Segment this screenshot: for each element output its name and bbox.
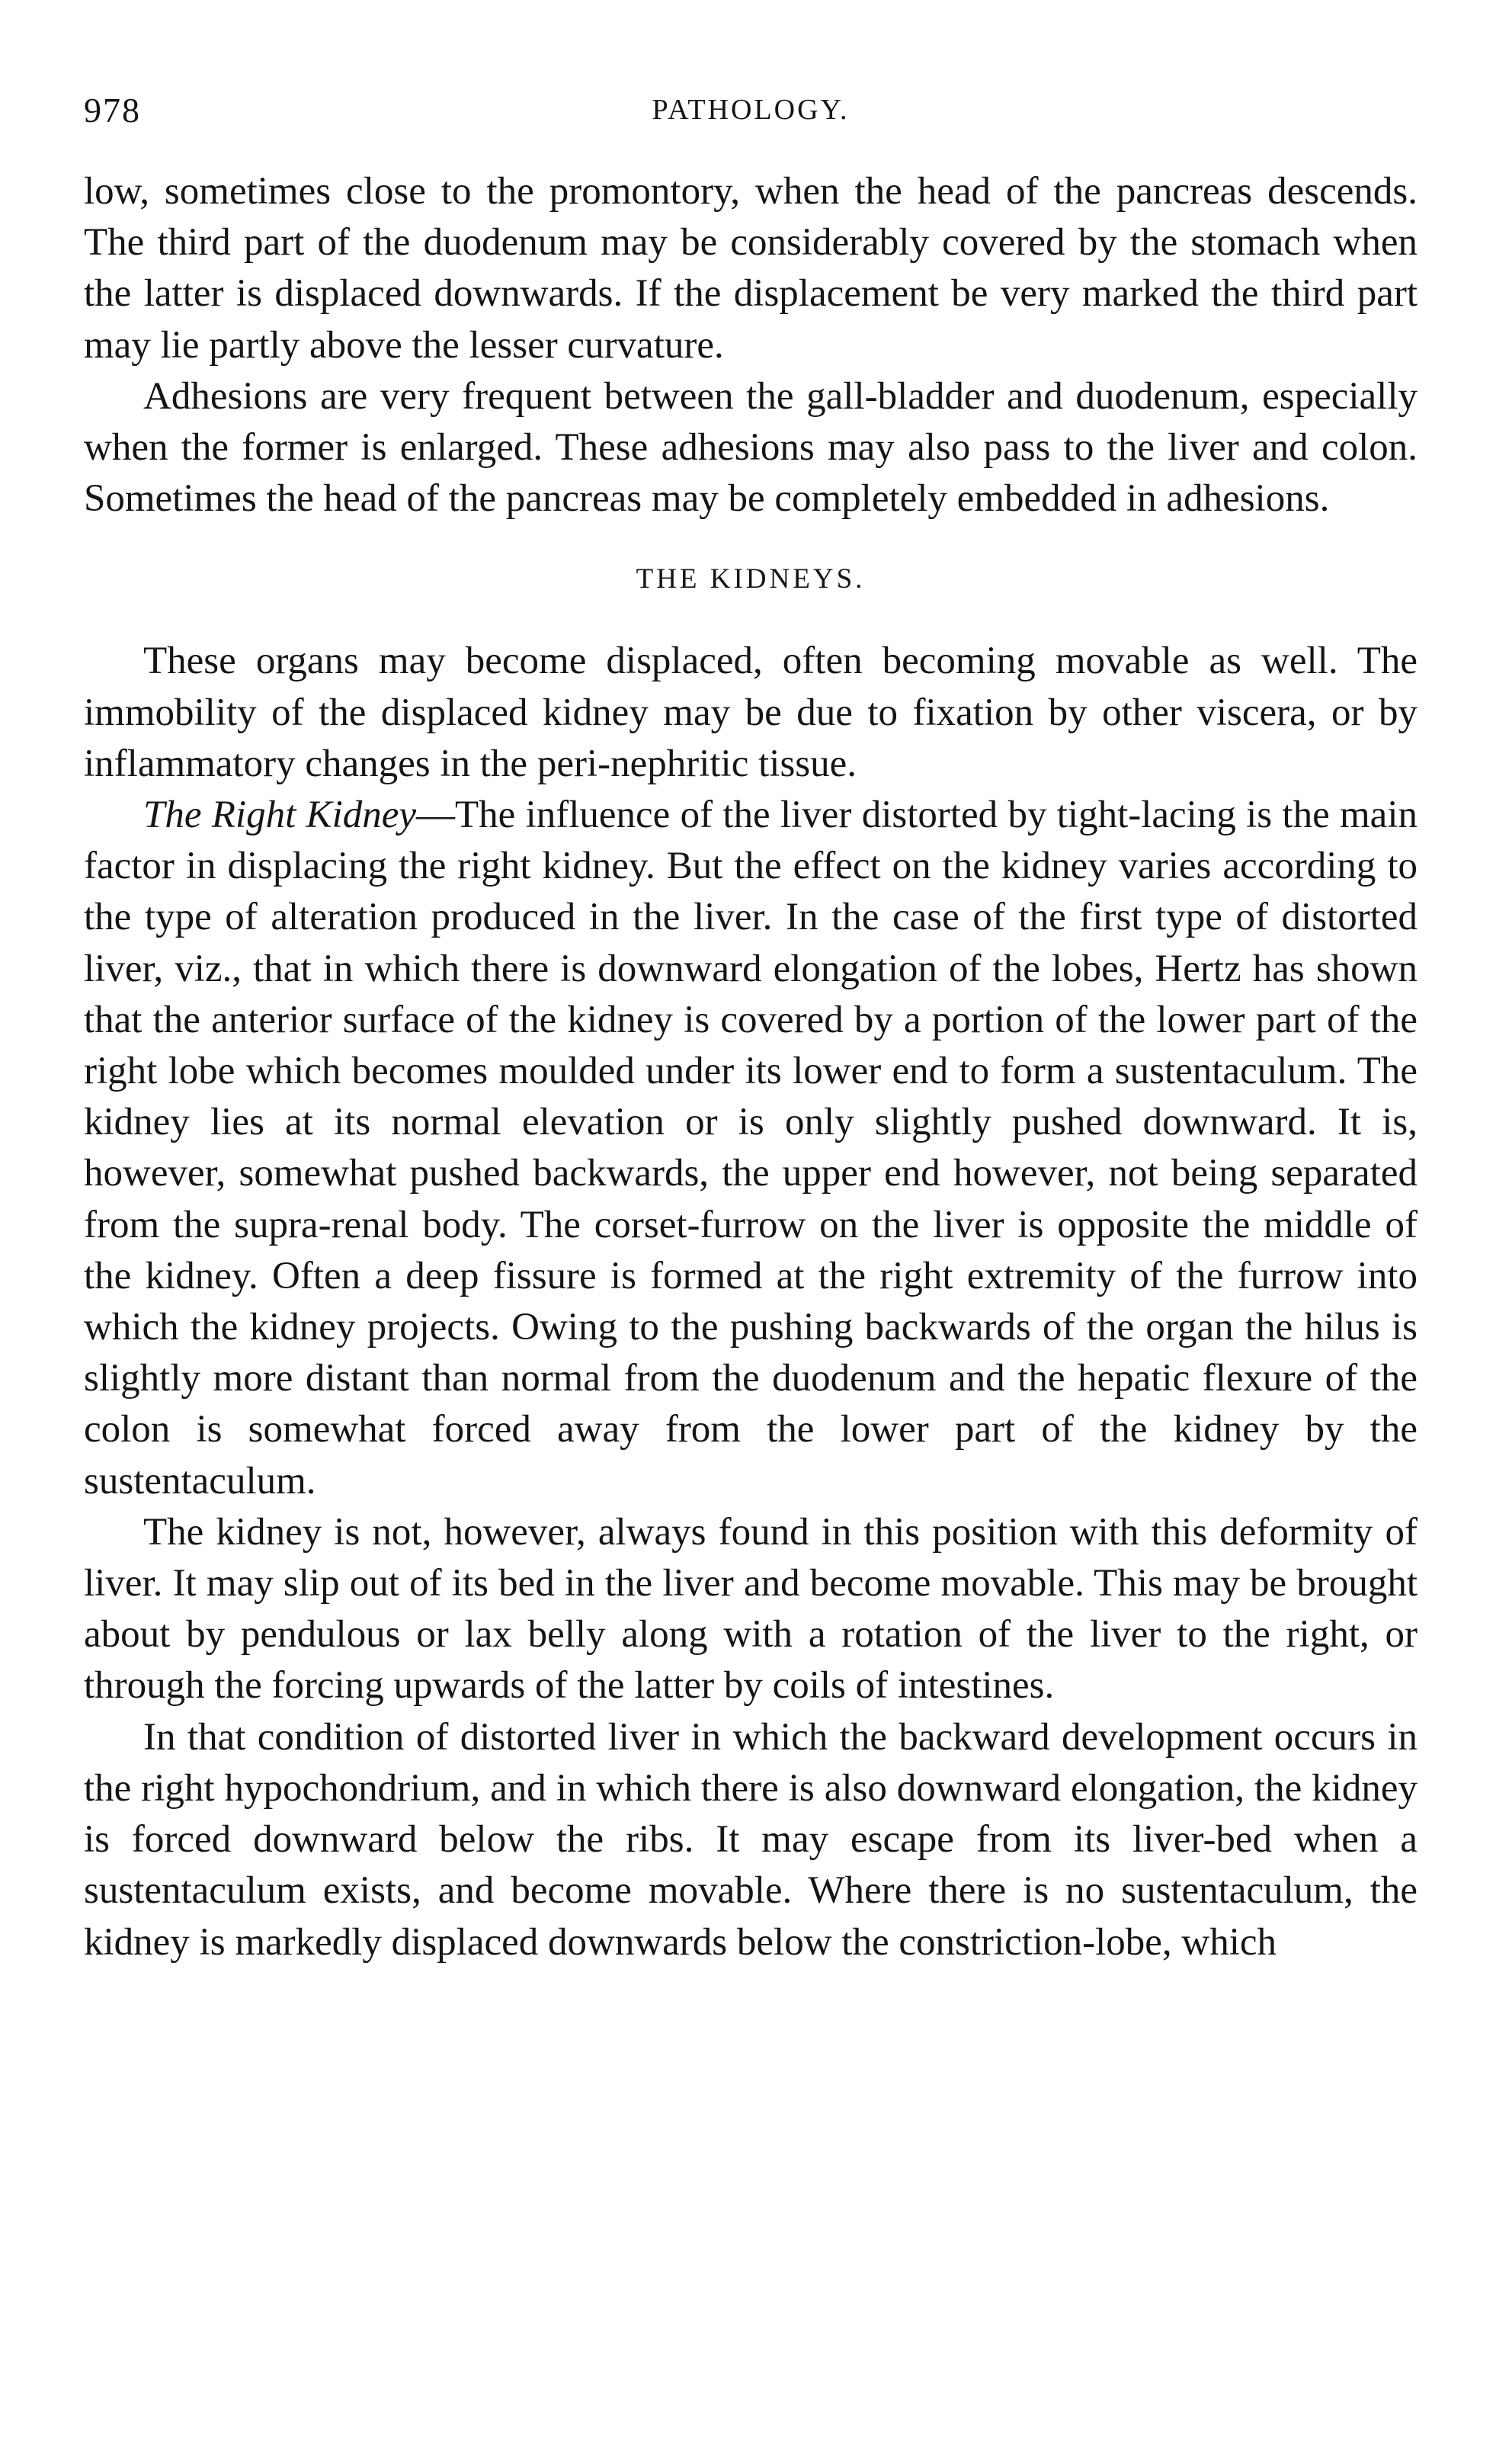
paragraph-kidney-position: The kidney is not, however, always found in this position with this deformity of liver. It may slip out of its bed in the liver and become movable. This may be brought about by pendulous or lax belly along with a rotation of the liver to the right, or through the forcing upwards of the latter by coils of intestines. bbox=[84, 1510, 1418, 1708]
paragraph-right-kidney-text: —The influence of the liver distorted by tight-lacing is the main factor in displacing the right kidney. But the effect on the kidney varies according to the type of alteration produced in the liver. In the case of the first type of distorted liver, viz., that in which there is downward elongation of the lobes, Hertz has shown that the anterior surface of the kidney is covered by a portion of the lower part of the right lobe which becomes moulded under its lower end to form a sustentaculum. The kidney lies at its normal elevation or is only slightly pushed downward. It is, however, somewhat pushed backwards, the upper end however, not being separated from the supra-renal body. The corset-furrow on the liver is opposite the middle of the kidney. Often a deep fissure is formed at the right extremity of the furrow into which the kidney projects. Owing to the pushing backwards of the organ the hilus is slightly more distant than normal from the duodenum and the hepatic flexure of the colon is somewhat forced away from the lower part of the kidney by the sustentaculum. bbox=[84, 794, 1418, 1502]
body-text bbox=[84, 166, 1418, 1968]
subsection-title: The Right Kidney bbox=[143, 794, 417, 837]
paragraph-kidneys-intro: These organs may become displaced, often becoming movable as well. The immobility of the displaced kidney may be due to fixation by other viscera, or by inflammatory changes in the peri-nephritic tissue. bbox=[84, 640, 1418, 785]
paragraph-adhesions: Adhesions are very frequent between the gall-bladder and duodenum, especially when the former is enlarged. These adhesions may also pass to the liver and colon. Sometimes the head of the pancreas may be completely embedded in adhesions. bbox=[84, 374, 1418, 521]
paragraph-right-kidney bbox=[84, 790, 1418, 1507]
paragraph-distorted-liver: In that condition of distorted liver in which the backward development occurs in the right hypochondrium, and in which there is also downward elongation, the kidney is forced downward below the ribs. It may escape from its liver-bed when a sustentaculum exists, and become movable. Where there is no sustentaculum, the kidney is markedly displaced downwards below the constriction-lobe, which bbox=[84, 1715, 1418, 1964]
running-head bbox=[84, 90, 1418, 136]
running-title: PATHOLOGY. bbox=[652, 94, 850, 126]
section-heading: THE KIDNEYS. bbox=[636, 563, 866, 595]
page-number: 978 bbox=[84, 91, 141, 130]
paragraph-continuation: low, sometimes close to the promontory, when the head of the pancreas descends. The third part of the duodenum may be considerably covered by the stomach when the latter is displaced downwards. If the displacement be very marked the third part may lie partly above the lesser curvature. bbox=[84, 170, 1418, 367]
